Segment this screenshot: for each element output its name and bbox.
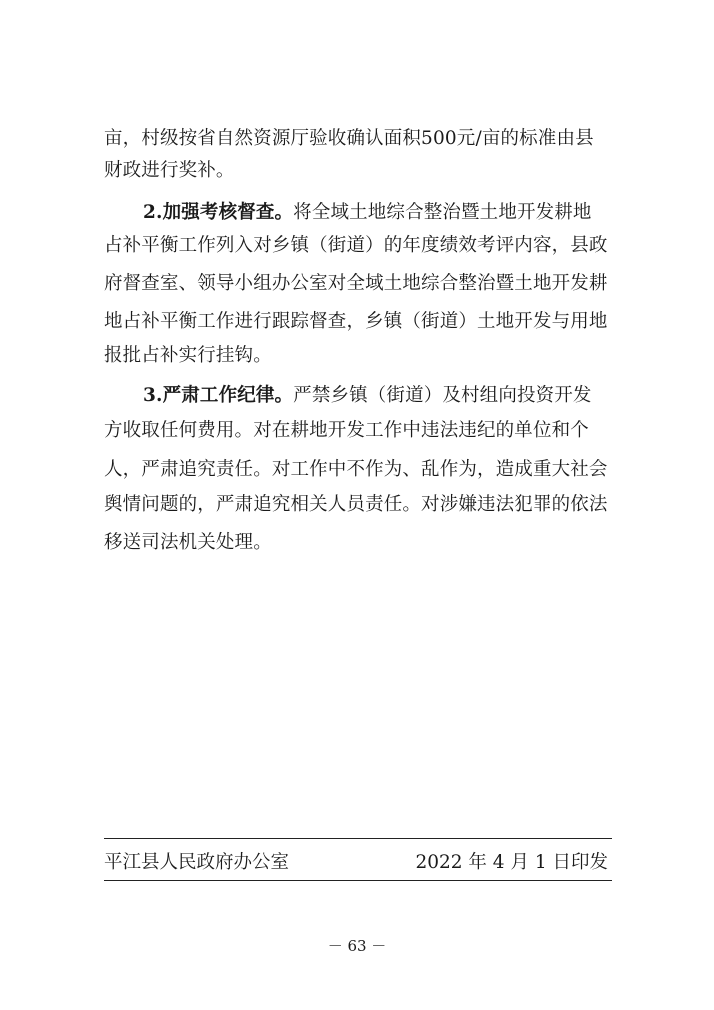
body-line-7: 报批占补实行挂钩。 [104,345,272,366]
body-line-2: 财政进行奖补。 [104,160,235,181]
body-line-12: 移送司法机关处理。 [104,532,272,553]
body-line-11: 舆情问题的，严肃追究相关人员责任。对涉嫌违法犯罪的依法 [104,494,608,515]
section-2-first-line [143,202,613,224]
body-line-10: 人，严肃追究责任。对工作中不作为、乱作为，造成重大社会 [104,459,608,480]
section-2-first-line-text: 将全域土地综合整治暨土地开发耕地 [293,202,592,223]
section-3-heading: 3.严肃工作纪律。 [143,385,294,406]
body-line-1: 亩，村级按省自然资源厅验收确认面积500元/亩的标准由县 [104,128,594,149]
issue-date: 2022 年 4 月 1 日印发 [415,852,608,873]
body-line-9: 方收取任何费用。对在耕地开发工作中违法违纪的单位和个 [104,420,589,441]
issuer-name: 平江县人民政府办公室 [104,852,290,873]
section-3-first-line-text: 严禁乡镇（街道）及村组向投资开发 [293,385,592,406]
body-line-5: 府督查室、领导小组办公室对全域土地综合整治暨土地开发耕 [104,273,608,294]
footer-bottom-rule [104,880,612,881]
page-number: － 63 － [327,937,387,955]
section-2-heading: 2.加强考核督查。 [143,202,294,223]
section-3-first-line [143,385,613,407]
body-line-6: 地占补平衡工作进行跟踪督查，乡镇（街道）土地开发与用地 [104,311,608,332]
body-line-4: 占补平衡工作列入对乡镇（街道）的年度绩效考评内容，县政 [104,235,608,256]
footer-top-rule [104,838,612,839]
